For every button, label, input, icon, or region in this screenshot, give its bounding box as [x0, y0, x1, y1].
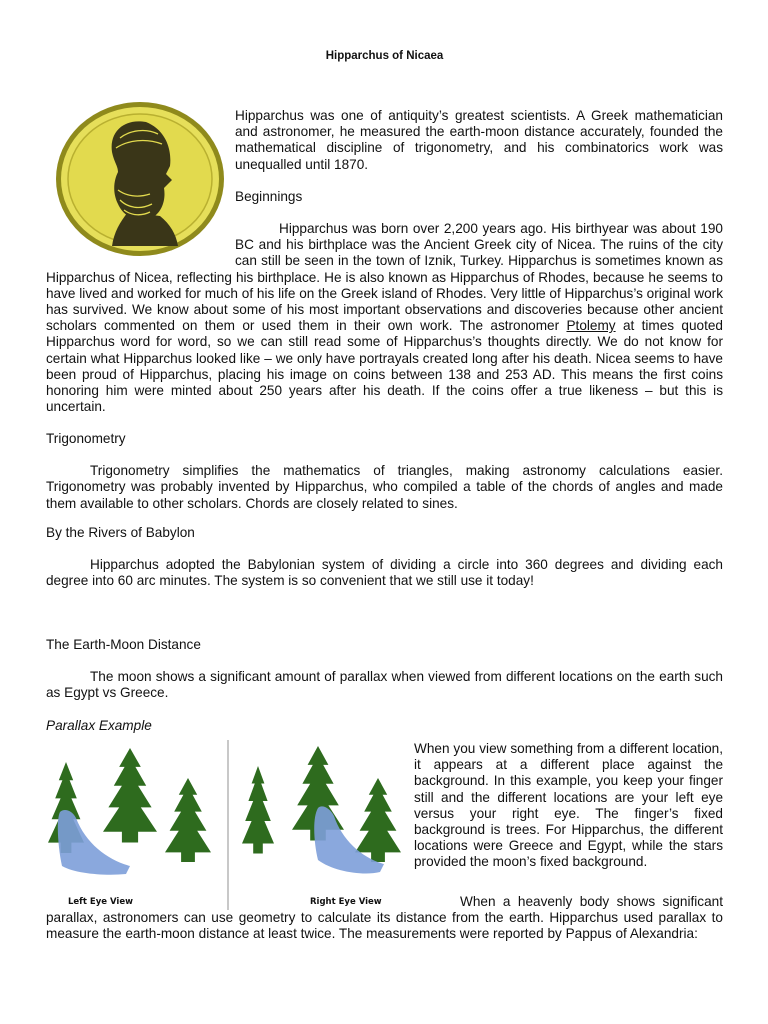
trigonometry-paragraph: Trigonometry simplifies the mathematics of triangles, making astronomy calculations easier. Trigonometry was probably invented by Hipparchus, who compiled a table of the chords of angles and made them available to other scholars. Chords are closely related to sines.: [46, 463, 723, 511]
earth-moon-section: [46, 637, 723, 734]
right-eye-caption: Right Eye View: [310, 897, 382, 907]
final-paragraph: When a heavenly body shows significant parallax, astronomers can use geometry to calculate its distance from the earth. Hipparchus used parallax to measure the earth-moon distance at least twice. The measurements were reported by Pappus of Alexandria:: [46, 894, 723, 942]
heading-parallax-example: Parallax Example: [46, 717, 152, 733]
earth-moon-paragraph: The moon shows a significant amount of parallax when viewed from different locations on the earth such as Egypt vs Greece.: [46, 669, 723, 701]
beginnings-text-start: Hipparchus was born over 2,200 years ago. His birthyear was about 190 BC and his birthplace was the Ancient Greek city of Nicea. The ruins of the city can still be seen in the town of Iznik, Turkey. Hipparchus is sometimes known as Hipparchus of Nicea, reflecting his birthplace. He is also known as Hipparchus of Rhodes, because he seems to have lived and worked for much of his life on the Greek island of Rhodes. Very little of Hipparchus’s original work has survived. We know about some of his most important observations and discoveries because other ancient scholars commented on them or used them in their own work. The astronomer: [46, 221, 723, 334]
babylon-section: [46, 525, 723, 590]
intro-flow: [46, 108, 723, 415]
heading-babylon: By the Rivers of Babylon: [46, 525, 195, 540]
parallax-figure: [46, 740, 406, 912]
babylon-paragraph: Hipparchus adopted the Babylonian system of dividing a circle into 360 degrees and dividing each degree into 60 arc minutes. The system is so convenient that we still use it today!: [46, 557, 723, 589]
ptolemy-link[interactable]: Ptolemy: [566, 318, 616, 334]
heading-trigonometry: Trigonometry: [46, 431, 126, 446]
coin-float-spacer: [46, 108, 235, 257]
left-eye-caption: Left Eye View: [68, 897, 133, 907]
document-title: Hipparchus of Nicaea: [325, 50, 444, 62]
final-section: [46, 894, 723, 943]
heading-beginnings: Beginnings: [235, 188, 303, 204]
parallax-explanation: [414, 741, 723, 871]
intro-paragraph: Hipparchus was one of antiquity’s greatest scientists. A Greek mathematician and astronomer, he measured the earth-moon distance accurately, founded the mathematical discipline of trigonometry, and his combinatorics work was unequalled until 1870.: [235, 108, 723, 172]
right-eye-view: [242, 746, 401, 874]
heading-earth-moon: The Earth-Moon Distance: [46, 637, 201, 652]
parallax-paragraph: When you view something from a different location, it appears at a different place against the background. In this example, you keep your finger still and the different locations are your left eye versus your right eye. The finger’s fixed background is trees. For Hipparchus, the different locations were Greece and Egypt, while the stars provided the moon’s fixed background.: [414, 741, 723, 870]
beginnings-text-end: at times quoted Hipparchus word for word, so we can still read some of Hipparchus’s thoughts directly. We do not know for certain what Hipparchus looked like – we only have portrayals created long after his death. Nicea seems to have been proud of Hipparchus, placing his image on coins between 138 and 253 AD. This means the first coins honoring him were minted about 250 years after his death. If the coins offer a true likeness – but this is uncertain.: [46, 318, 723, 415]
trigonometry-section: [46, 431, 723, 512]
left-eye-view: [48, 748, 211, 875]
